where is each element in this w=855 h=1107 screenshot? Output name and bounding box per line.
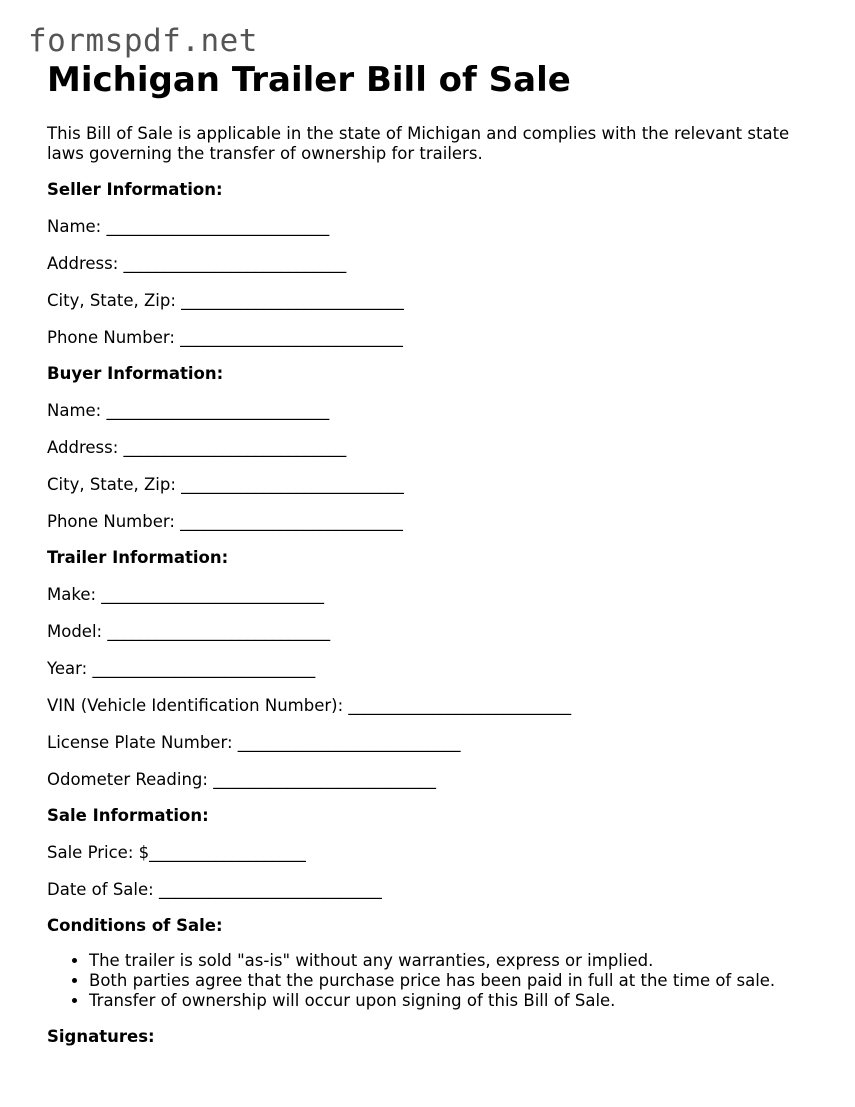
signatures-heading: Signatures: <box>47 1027 155 1046</box>
list-item: • Both parties agree that the purchase price has been paid in full at the time of sale. <box>89 971 827 991</box>
seller-phone-field[interactable]: Phone Number: ___________________________ <box>47 328 403 347</box>
seller-heading: Seller Information: <box>47 180 223 199</box>
trailer-year-field[interactable]: Year: ___________________________ <box>47 659 316 678</box>
list-item: • Transfer of ownership will occur upon signing of this Bill of Sale. <box>89 991 827 1011</box>
trailer-odometer-field[interactable]: Odometer Reading: ___________________________ <box>47 770 436 789</box>
conditions-list <box>47 951 827 1011</box>
trailer-model-field[interactable]: Model: ___________________________ <box>47 622 331 641</box>
sale-date-field[interactable]: Date of Sale: ___________________________ <box>47 880 382 899</box>
trailer-heading: Trailer Information: <box>47 548 229 567</box>
trailer-plate-field[interactable]: License Plate Number: ___________________________ <box>47 733 461 752</box>
intro-paragraph: This Bill of Sale is applicable in the state of Michigan and complies with the relevant state laws governing the transfer of ownership for trailers. <box>47 124 790 163</box>
buyer-name-field[interactable]: Name: ___________________________ <box>47 401 330 420</box>
sale-heading: Sale Information: <box>47 806 209 825</box>
watermark: formspdf.net <box>28 23 258 59</box>
buyer-phone-field[interactable]: Phone Number: ___________________________ <box>47 512 403 531</box>
buyer-address-field[interactable]: Address: ___________________________ <box>47 438 347 457</box>
seller-name-field[interactable]: Name: ___________________________ <box>47 217 330 236</box>
document-page <box>47 60 827 1047</box>
buyer-heading: Buyer Information: <box>47 364 224 383</box>
page-title: Michigan Trailer Bill of Sale <box>47 60 571 100</box>
seller-city-field[interactable]: City, State, Zip: ___________________________ <box>47 291 404 310</box>
trailer-make-field[interactable]: Make: ___________________________ <box>47 585 325 604</box>
seller-address-field[interactable]: Address: ___________________________ <box>47 254 347 273</box>
conditions-heading: Conditions of Sale: <box>47 916 223 935</box>
trailer-vin-field[interactable]: VIN (Vehicle Identification Number): ___________________________ <box>47 696 572 715</box>
buyer-city-field[interactable]: City, State, Zip: ___________________________ <box>47 475 404 494</box>
sale-price-field[interactable]: Sale Price: $___________________ <box>47 843 306 862</box>
list-item: • The trailer is sold "as-is" without any warranties, express or implied. <box>89 951 827 971</box>
